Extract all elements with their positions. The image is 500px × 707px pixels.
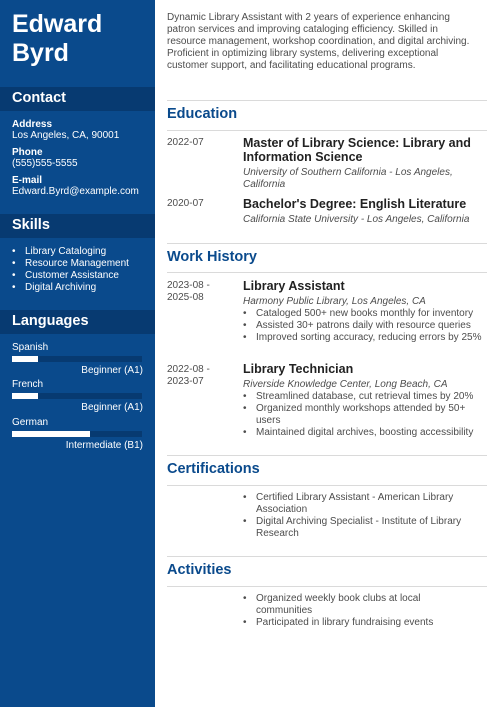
list-item: • Cataloged 500+ new books monthly for inventory	[243, 308, 489, 320]
address-value: Los Angeles, CA, 90001	[12, 130, 120, 141]
job-employer: Harmony Public Library, Los Angeles, CA	[243, 296, 426, 307]
activities-heading: Activities	[167, 562, 232, 578]
job-bullets	[243, 391, 489, 439]
job-date-start: 2022-08 -	[167, 364, 210, 375]
language-french	[12, 379, 143, 413]
divider	[167, 485, 487, 486]
professional-summary: Dynamic Library Assistant with 2 years of experience enhancing patron services and improving cataloging efficiency. Skilled in resource management, workshop coordination, and digital archiving. Proficient in optimizing library systems, delivering exceptional customer support, and facilitating educational programs.	[167, 12, 470, 71]
job-title: Library Assistant	[243, 279, 345, 293]
divider	[167, 243, 487, 244]
list-item: • Assisted 30+ patrons daily with resource queries	[243, 320, 489, 332]
job-bullets	[243, 308, 489, 344]
contact-heading: Contact	[12, 90, 66, 106]
divider	[167, 586, 487, 587]
list-item: • Customer Assistance	[12, 270, 129, 282]
job-title: Library Technician	[243, 362, 354, 376]
email-value[interactable]: Edward.Byrd@example.com	[12, 186, 139, 197]
language-name: German	[12, 417, 49, 428]
language-german	[12, 417, 143, 451]
proficiency-bar	[12, 356, 142, 362]
proficiency-bar	[12, 393, 142, 399]
list-item: • Digital Archiving Specialist - Institute of Library Research	[243, 516, 467, 540]
skills-list	[12, 246, 129, 294]
divider	[167, 455, 487, 456]
list-item: • Organized monthly workshops attended by 50+ users	[243, 403, 489, 427]
list-item: • Maintained digital archives, boosting accessibility	[243, 427, 489, 439]
list-item: • Streamlined database, cut retrieval times by 20%	[243, 391, 489, 403]
contact-heading-band	[0, 87, 155, 111]
language-level: Beginner (A1)	[81, 402, 143, 413]
last-name: Byrd	[12, 39, 69, 67]
education-school: California State University - Los Angeles, California	[243, 214, 470, 225]
proficiency-fill	[12, 393, 38, 399]
job-date-end: 2023-07	[167, 376, 204, 387]
languages-heading-band	[0, 310, 155, 334]
divider	[167, 556, 487, 557]
proficiency-bar	[12, 431, 142, 437]
first-name: Edward	[12, 10, 103, 38]
education-school: University of Southern California - Los Angeles, California	[243, 167, 453, 190]
divider	[167, 100, 487, 101]
languages-heading: Languages	[12, 313, 89, 329]
list-item: • Digital Archiving	[12, 282, 129, 294]
work-history-heading: Work History	[167, 249, 257, 265]
list-item: • Certified Library Assistant - American Library Association	[243, 492, 467, 516]
skills-heading: Skills	[12, 217, 50, 233]
language-level: Intermediate (B1)	[65, 440, 143, 451]
list-item: • Improved sorting accuracy, reducing errors by 25%	[243, 332, 489, 344]
email-label: E-mail	[12, 175, 43, 186]
proficiency-fill	[12, 431, 90, 437]
address-label: Address	[12, 119, 53, 130]
sidebar	[0, 0, 155, 707]
list-item: • Participated in library fundraising events	[243, 617, 453, 629]
certifications-list	[243, 492, 467, 540]
activities-list	[243, 593, 453, 629]
language-level: Beginner (A1)	[81, 365, 143, 376]
list-item: • Library Cataloging	[12, 246, 129, 258]
language-name: French	[12, 379, 44, 390]
job-employer: Riverside Knowledge Center, Long Beach, CA	[243, 379, 448, 390]
language-name: Spanish	[12, 342, 49, 353]
education-degree: Bachelor's Degree: English Literature	[243, 197, 467, 211]
job-date-end: 2025-08	[167, 292, 204, 303]
divider	[167, 130, 487, 131]
list-item: • Resource Management	[12, 258, 129, 270]
education-degree: Master of Library Science: Library and Information Science	[243, 136, 471, 164]
proficiency-fill	[12, 356, 38, 362]
list-item: • Organized weekly book clubs at local communities	[243, 593, 453, 617]
certifications-heading: Certifications	[167, 461, 260, 477]
divider	[167, 272, 487, 273]
phone-label: Phone	[12, 147, 43, 158]
education-date: 2022-07	[167, 137, 204, 148]
phone-value: (555)555-5555	[12, 158, 78, 169]
job-date-start: 2023-08 -	[167, 280, 210, 291]
language-spanish	[12, 342, 143, 376]
skills-heading-band	[0, 214, 155, 238]
candidate-name	[12, 10, 152, 68]
education-date: 2020-07	[167, 198, 204, 209]
education-heading: Education	[167, 106, 238, 122]
